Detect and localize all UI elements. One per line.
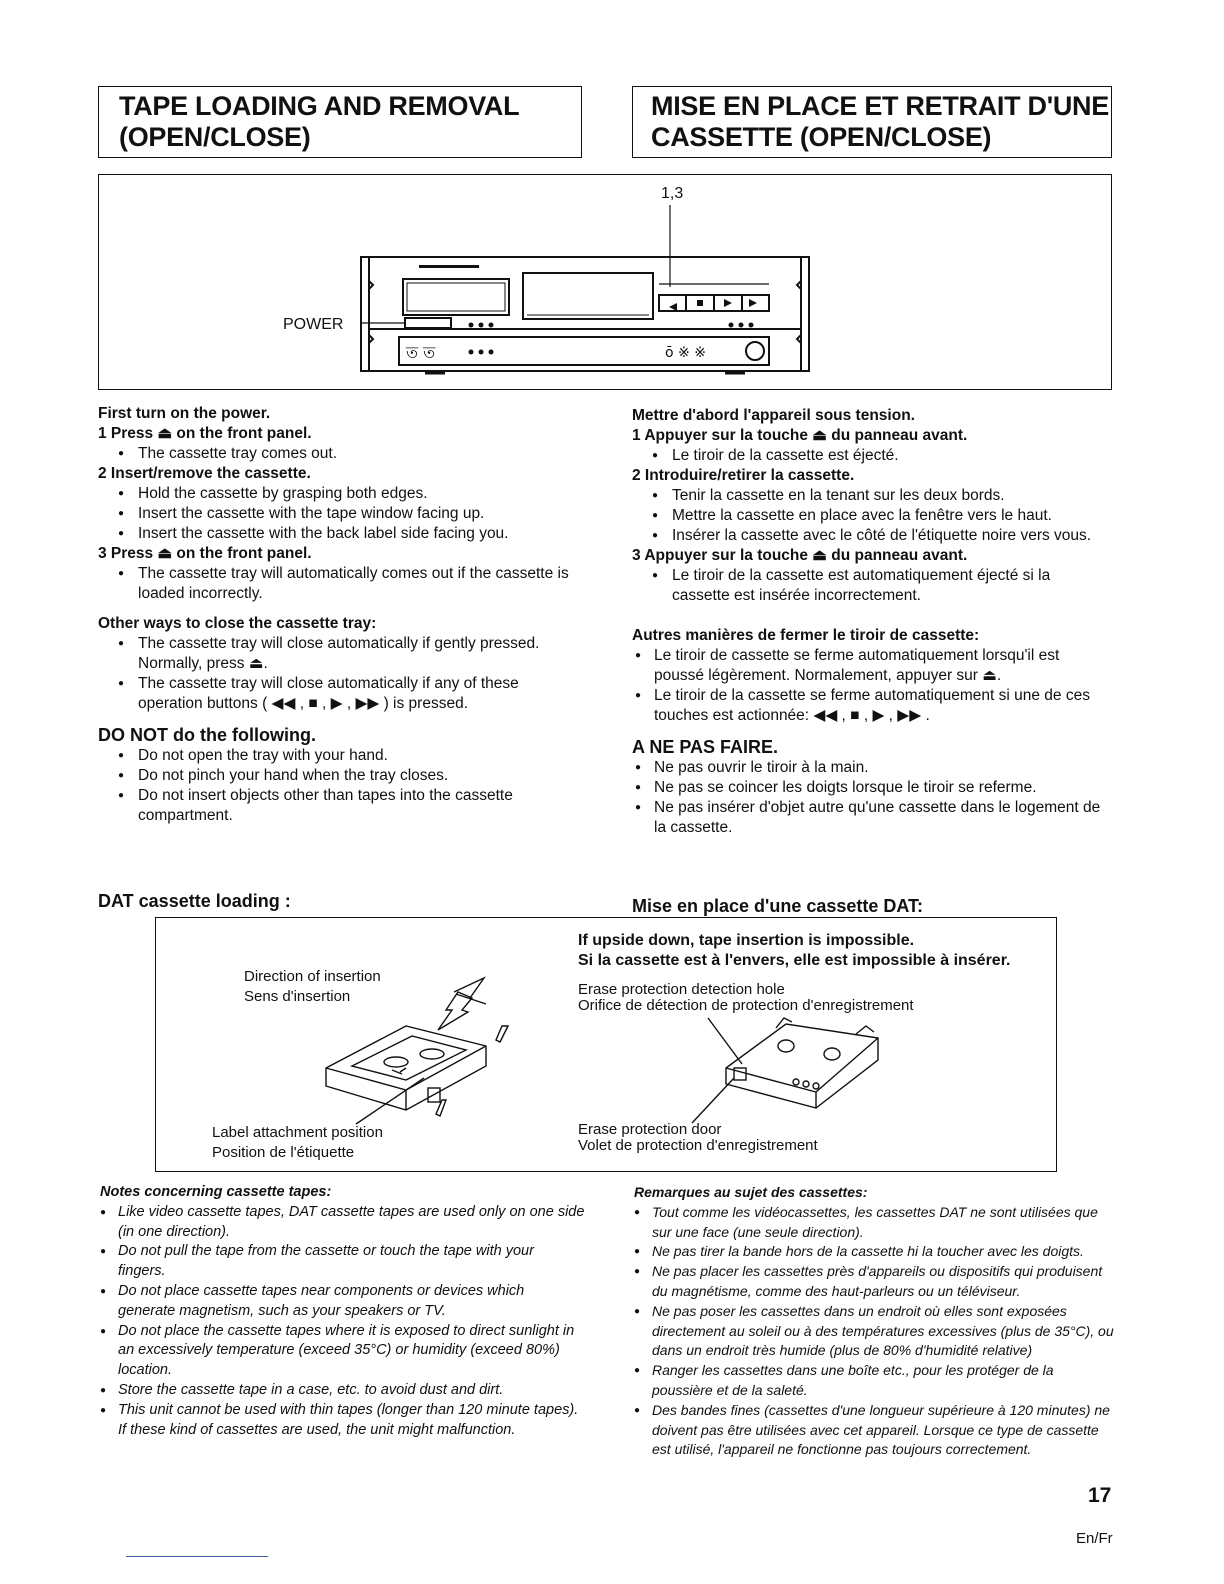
label-pos-en: Label attachment position (212, 1124, 383, 1141)
notes-en-6: ● This unit cannot be used with thin tapes (longer than 120 minute tapes). If these kind of cassettes are used, the unit might malfunction. (100, 1401, 585, 1441)
language-code: En/Fr (1076, 1530, 1113, 1547)
fr-step-2-bullet-1: ● Tenir la cassette en la tenant sur les deux bords. (632, 486, 1112, 506)
en-first: First turn on the power. (98, 405, 271, 422)
callout-label: 1,3 (661, 185, 684, 202)
fr-step-2: 2 Introduire/retirer la cassette. (632, 467, 855, 484)
notes-en-5: ● Store the cassette tape in a case, etc. to avoid dust and dirt. (100, 1381, 585, 1401)
notes-en-heading: Notes concerning cassette tapes: (100, 1184, 332, 1200)
en-step-1-bullet: ● The cassette tray comes out. (98, 444, 598, 464)
fr-step-3-bullet: ● Le tiroir de la cassette est automatiquement éjecté si la cassette est insérée incorrectement. (632, 566, 1112, 606)
title-fr-line2: CASSETTE (OPEN/CLOSE) (651, 122, 992, 152)
en-other-2: ● The cassette tray will close automatically if any of these operation buttons ( ◀◀ , ■ , ▶ , ▶▶ ) is pressed. (98, 674, 578, 714)
notes-en-3: ● Do not place cassette tapes near components or devices which generate magnetism, such as your speakers or TV. (100, 1282, 585, 1322)
door-fr: Volet de protection d'enregistrement (578, 1137, 818, 1154)
power-label: POWER (283, 316, 344, 333)
notes-fr-3: ● Ne pas placer les cassettes près d'appareils ou dispositifs qui produisent du magnétisme, comme des haut-parleurs ou un téléviseur. (634, 1262, 1114, 1302)
en-step-1: 1 Press ⏏ on the front panel. (98, 425, 312, 442)
title-en-line2: (OPEN/CLOSE) (119, 122, 311, 152)
fr-donot-heading: A NE PAS FAIRE. (632, 737, 779, 757)
en-step-3: 3 Press ⏏ on the front panel. (98, 545, 312, 562)
direction-en: Direction of insertion (244, 968, 381, 985)
footer-rule (126, 1556, 268, 1557)
fr-other-heading: Autres manières de fermer le tiroir de cassette: (632, 627, 980, 644)
notes-en-2: ● Do not pull the tape from the cassette or touch the tape with your fingers. (100, 1242, 585, 1282)
svg-text:ত ত: ত ত (406, 343, 436, 362)
door-en: Erase protection door (578, 1121, 722, 1138)
title-box-fr (632, 86, 1112, 158)
notes-fr-5: ● Ranger les cassettes dans une boîte etc., pour les protéger de la poussière et de la saleté. (634, 1361, 1114, 1401)
en-other-1b: Normally, press ⏏. (138, 655, 268, 672)
en-donot-heading: DO NOT do the following. (98, 725, 316, 745)
fr-step-2-bullet-3: ● Insérer la cassette avec le côté de l'étiquette noire vers vous. (632, 526, 1112, 546)
notes-fr-2: ● Ne pas tirer la bande hors de la cassette hi la toucher avec les doigts. (634, 1242, 1114, 1262)
hole-fr: Orifice de détection de protection d'enregistrement (578, 997, 914, 1014)
en-donot-3: ● Do not insert objects other than tapes into the cassette compartment. (98, 786, 578, 826)
en-other-1: ● The cassette tray will close automatically if gently pressed. (98, 634, 558, 654)
fr-donot-1: ● Ne pas ouvrir le tiroir à la main. (632, 758, 1112, 778)
page-number: 17 (1088, 1484, 1112, 1507)
deck-figure (98, 174, 1112, 390)
french-column (632, 406, 1112, 838)
upside-en: If upside down, tape insertion is impossible. (578, 932, 915, 949)
fr-donot-3: ● Ne pas insérer d'objet autre qu'une cassette dans le logement de la cassette. (632, 798, 1112, 838)
en-step-2-bullet-1: ● Hold the cassette by grasping both edges. (98, 484, 598, 504)
fr-dat-heading: Mise en place d'une cassette DAT: (632, 896, 924, 916)
en-other-heading: Other ways to close the cassette tray: (98, 615, 377, 632)
fr-step-2-bullet-2: ● Mettre la cassette en place avec la fenêtre vers le haut. (632, 506, 1112, 526)
fr-step-1: 1 Appuyer sur la touche ⏏ du panneau avant. (632, 427, 968, 444)
svg-text:ō ※ ※: ō ※ ※ (665, 345, 706, 361)
upside-fr: Si la cassette est à l'envers, elle est impossible à insérer. (578, 952, 1011, 969)
fr-donot-2: ● Ne pas se coincer les doigts lorsque le tiroir se referme. (632, 778, 1112, 798)
fr-step-3: 3 Appuyer sur la touche ⏏ du panneau avant. (632, 547, 968, 564)
fr-other-2: ● Le tiroir de la cassette se ferme automatiquement si une de ces touches est actionnée: ◀◀ , ■ , ▶ , ▶▶ . (632, 686, 1112, 726)
notes-en-4: ● Do not place the cassette tapes where it is exposed to direct sunlight in an excessively temperature (exceed 35°C) or humidity (exceed 80%) location. (100, 1322, 585, 1381)
en-step-3-bullet: ● The cassette tray will automatically comes out if the cassette is loaded incorrectly. (98, 564, 578, 604)
title-en-line1: TAPE LOADING AND REMOVAL (119, 91, 520, 121)
notes-fr-heading: Remarques au sujet des cassettes: (634, 1184, 868, 1200)
title-box-en (98, 86, 582, 158)
direction-fr: Sens d'insertion (244, 988, 351, 1005)
dat-figure (155, 917, 1057, 1172)
en-step-2-bullet-3: ● Insert the cassette with the back label side facing you. (98, 524, 598, 544)
notes-fr-6: ● Des bandes fines (cassettes d'une longueur supérieure à 120 minutes) ne doivent pas être utilisées avec cet appareil. Lorsque ce type de cassette est utilisé, l'appareil ne fonctionne pas toujours correctement. (634, 1401, 1114, 1460)
notes-fr (634, 1183, 1114, 1460)
en-donot-2: ● Do not pinch your hand when the tray closes. (98, 766, 598, 786)
title-fr-line1: MISE EN PLACE ET RETRAIT D'UNE (651, 91, 1109, 121)
deck-drawing (99, 175, 1111, 389)
fr-step-1-bullet: ● Le tiroir de la cassette est éjecté. (632, 446, 1112, 466)
en-step-2-bullet-2: ● Insert the cassette with the tape window facing up. (98, 504, 598, 524)
notes-en-1: ● Like video cassette tapes, DAT cassette tapes are used only on one side (in one direction). (100, 1203, 585, 1243)
hole-en: Erase protection detection hole (578, 981, 785, 998)
cassette-drawings (156, 918, 1056, 1171)
notes-en (100, 1183, 585, 1440)
notes-fr-1: ● Tout comme les vidéocassettes, les cassettes DAT ne sont utilisées que sur une face (une seule direction). (634, 1203, 1114, 1243)
en-step-2: 2 Insert/remove the cassette. (98, 465, 311, 482)
en-donot-1: ● Do not open the tray with your hand. (98, 746, 598, 766)
fr-other-1: ● Le tiroir de cassette se ferme automatiquement lorsqu'il est poussé légèrement. Normalement, appuyer sur ⏏. (632, 646, 1112, 686)
notes-fr-4: ● Ne pas poser les cassettes dans un endroit où elles sont exposées directement au soleil ou à des températures excessives (plus de 35°C), ou dans un endroit très humide (plus de 80% d'humidité relative) (634, 1302, 1114, 1361)
label-pos-fr: Position de l'étiquette (212, 1144, 355, 1161)
fr-first: Mettre d'abord l'appareil sous tension. (632, 407, 915, 424)
english-column (98, 404, 598, 826)
en-dat-heading: DAT cassette loading : (98, 891, 291, 911)
